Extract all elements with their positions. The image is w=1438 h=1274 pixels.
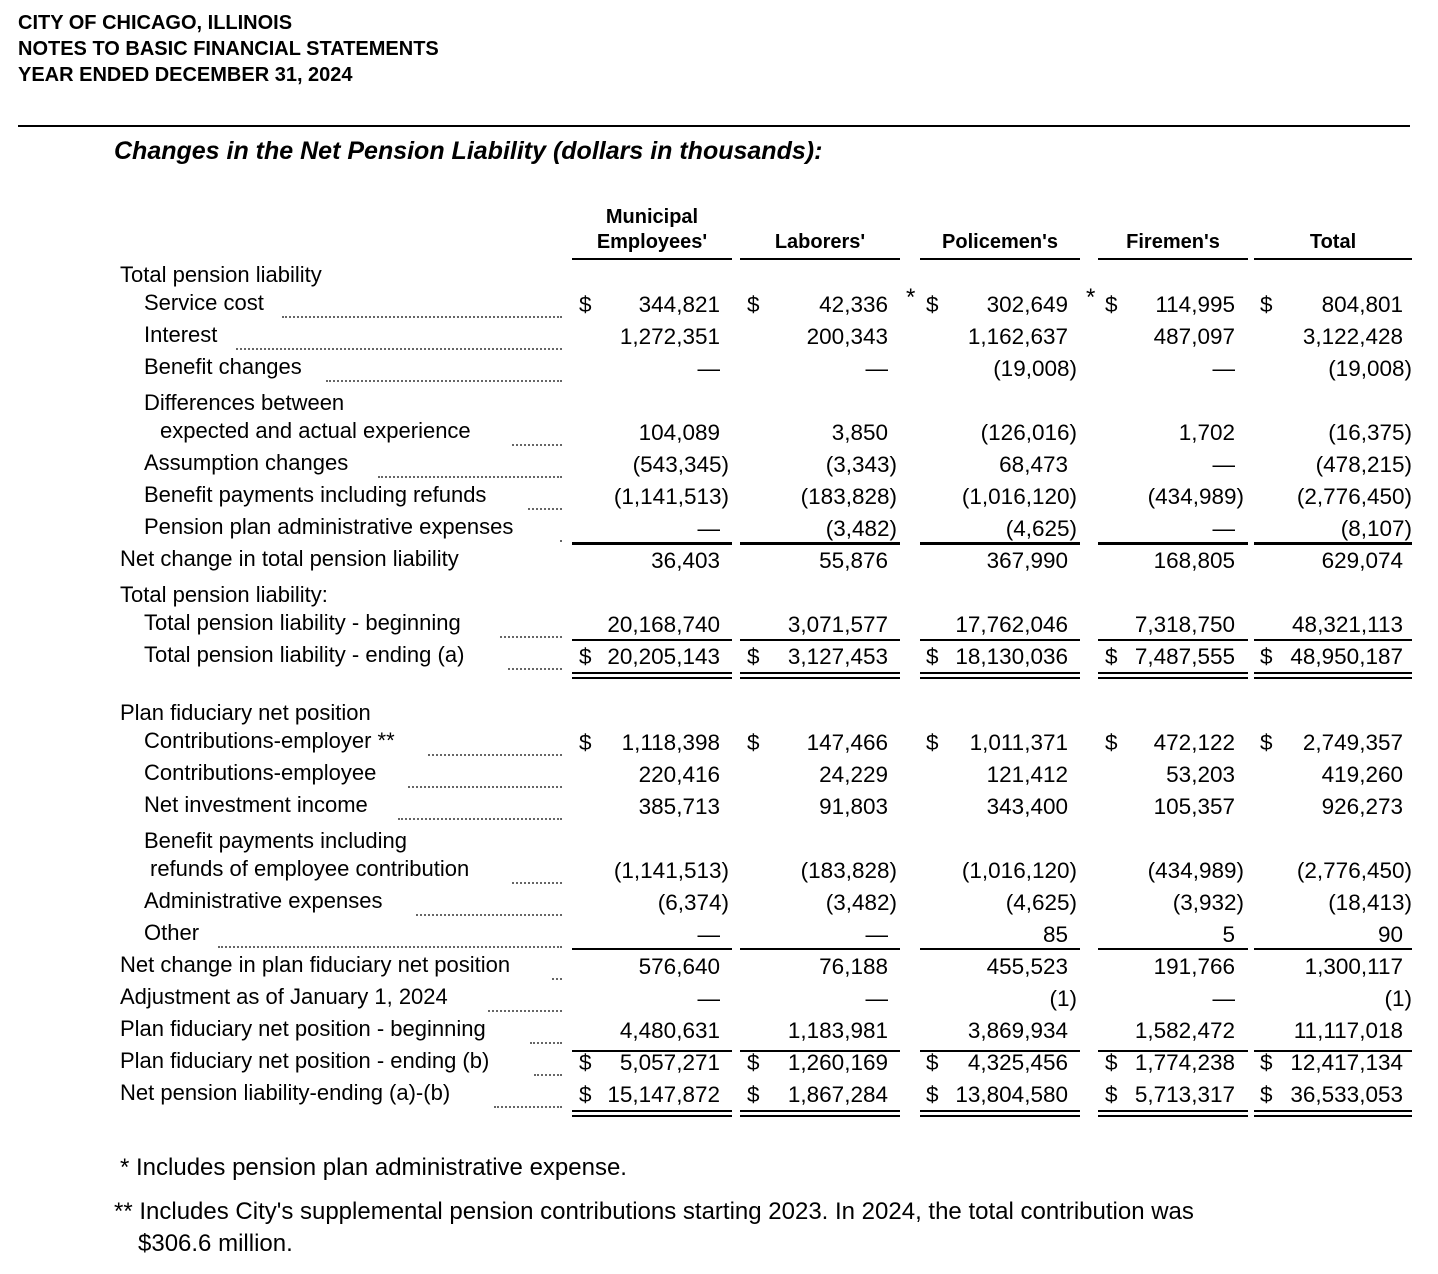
- table-cell: 168,805: [1153, 548, 1235, 573]
- column-underline: [740, 258, 900, 260]
- table-cell: 90: [1377, 922, 1403, 947]
- column-header-municipal-line2: Employees': [596, 231, 708, 253]
- dollar-sign: $: [579, 292, 592, 317]
- row-label: expected and actual experience: [160, 418, 471, 443]
- table-cell: 15,147,872: [607, 1082, 720, 1107]
- table-cell: 385,713: [638, 794, 720, 819]
- cell-underline: [740, 639, 900, 641]
- dollar-sign: $: [747, 730, 760, 755]
- table-cell: (2,776,450): [1296, 484, 1412, 509]
- dollar-sign: $: [579, 730, 592, 755]
- dollar-sign: $: [1105, 644, 1118, 669]
- dollar-sign: $: [1105, 1050, 1118, 1075]
- cell-underline: [920, 639, 1080, 641]
- table-cell: 20,168,740: [607, 612, 720, 637]
- cell-underline: [572, 639, 732, 641]
- row-label: Contributions-employee: [144, 760, 377, 785]
- table-cell: (1,016,120): [961, 484, 1077, 509]
- table-cell: 53,203: [1166, 762, 1235, 787]
- table-cell: (19,008): [993, 356, 1077, 381]
- table-cell: (3,932): [1172, 890, 1244, 915]
- row-label: Total pension liability - beginning: [144, 610, 461, 635]
- row-label: Total pension liability - ending (a): [144, 642, 465, 667]
- table-cell: 1,260,169: [787, 1050, 888, 1075]
- row-label: Benefit payments including refunds: [144, 482, 487, 507]
- cell-double-underline: [920, 677, 1080, 679]
- dollar-sign: $: [1260, 730, 1273, 755]
- section-plan-fiduciary-net-position: Plan fiduciary net position: [120, 700, 371, 725]
- table-cell: 11,117,018: [1293, 1018, 1403, 1043]
- dollar-sign: $: [747, 1082, 760, 1107]
- cell-underline: [740, 1050, 900, 1052]
- cell-underline: [572, 543, 732, 545]
- table-cell: 147,466: [806, 730, 888, 755]
- cell-double-underline: [740, 1115, 900, 1117]
- row-label: Net investment income: [144, 792, 368, 817]
- cell-double-underline: [572, 672, 732, 674]
- column-header-laborers: Laborers': [774, 231, 866, 253]
- page-title: Changes in the Net Pension Liability (dollars in thousands):: [114, 137, 823, 165]
- table-cell: (1,016,120): [961, 858, 1077, 883]
- table-cell: —: [865, 922, 888, 947]
- table-cell: (1,141,513): [613, 858, 729, 883]
- table-cell: 1,011,371: [969, 730, 1068, 755]
- table-cell: (434,989): [1147, 484, 1244, 509]
- label-benefit-payments-including: Benefit payments including: [144, 828, 407, 853]
- cell-underline: [1098, 639, 1248, 641]
- cell-double-underline: [920, 672, 1080, 674]
- cell-double-underline: [740, 677, 900, 679]
- table-cell: 91,803: [819, 794, 888, 819]
- dollar-sign: $: [1260, 644, 1273, 669]
- row-label: Assumption changes: [144, 450, 349, 475]
- table-cell: 24,229: [819, 762, 888, 787]
- cell-underline: [1254, 948, 1412, 950]
- cell-underline: [572, 948, 732, 950]
- table-cell: —: [865, 356, 888, 381]
- column-underline: [572, 258, 732, 260]
- table-cell: (6,374): [657, 890, 729, 915]
- dollar-sign: $: [747, 1050, 760, 1075]
- table-cell: 191,766: [1153, 954, 1235, 979]
- row-label: Service cost: [144, 290, 264, 315]
- table-cell: 55,876: [819, 548, 888, 573]
- table-cell: 2,749,357: [1302, 730, 1403, 755]
- table-cell: 926,273: [1321, 794, 1403, 819]
- table-cell: —: [1212, 986, 1235, 1011]
- table-cell: 344,821: [638, 292, 720, 317]
- header-line-2: NOTES TO BASIC FINANCIAL STATEMENTS: [18, 38, 439, 60]
- table-cell: 42,336: [819, 292, 888, 317]
- row-label: Plan fiduciary net position - beginning: [120, 1016, 486, 1041]
- table-cell: 629,074: [1321, 548, 1403, 573]
- row-label: Net change in total pension liability: [120, 546, 459, 571]
- cell-underline: [1254, 543, 1412, 545]
- table-cell: 3,869,934: [967, 1018, 1068, 1043]
- table-cell: 104,089: [638, 420, 720, 445]
- dollar-sign: $: [1260, 1082, 1273, 1107]
- table-cell: 121,412: [986, 762, 1068, 787]
- section-total-pension-liability-colon: Total pension liability:: [120, 582, 328, 607]
- table-cell: 1,162,637: [967, 324, 1068, 349]
- cell-double-underline: [572, 677, 732, 679]
- table-cell: 3,122,428: [1302, 324, 1403, 349]
- cell-underline: [920, 1050, 1080, 1052]
- cell-double-underline: [920, 1115, 1080, 1117]
- cell-underline: [1098, 948, 1248, 950]
- row-label: Plan fiduciary net position - ending (b): [120, 1048, 490, 1073]
- table-cell: 20,205,143: [607, 644, 720, 669]
- column-underline: [1254, 258, 1412, 260]
- table-cell: 576,640: [638, 954, 720, 979]
- table-cell: 487,097: [1153, 324, 1235, 349]
- section-total-pension-liability: Total pension liability: [120, 262, 322, 287]
- row-label: Adjustment as of January 1, 2024: [120, 984, 448, 1009]
- cell-double-underline: [1098, 1110, 1248, 1112]
- table-cell: (183,828): [800, 858, 897, 883]
- table-cell: —: [1212, 452, 1235, 477]
- table-cell: 419,260: [1321, 762, 1403, 787]
- table-cell: 85: [1042, 922, 1068, 947]
- table-cell: —: [1212, 356, 1235, 381]
- table-cell: (18,413): [1328, 890, 1412, 915]
- row-label: Pension plan administrative expenses: [144, 514, 514, 539]
- table-cell: 76,188: [819, 954, 888, 979]
- table-cell: 68,473: [999, 452, 1068, 477]
- row-label: Contributions-employer **: [144, 728, 395, 753]
- row-label: Benefit changes: [144, 354, 302, 379]
- cell-underline: [1254, 639, 1412, 641]
- dollar-sign: $: [1260, 292, 1273, 317]
- column-header-municipal-line1: Municipal: [605, 206, 699, 228]
- table-cell: (183,828): [800, 484, 897, 509]
- table-cell: 17,762,046: [955, 612, 1068, 637]
- column-underline: [1098, 258, 1248, 260]
- cell-double-underline: [1098, 672, 1248, 674]
- cell-double-underline: [572, 1110, 732, 1112]
- column-header-policemens: Policemen's: [942, 231, 1058, 253]
- cell-double-underline: [1254, 1110, 1412, 1112]
- table-cell: 3,071,577: [787, 612, 888, 637]
- cell-double-underline: [740, 1110, 900, 1112]
- table-cell: (543,345): [632, 452, 729, 477]
- table-cell: (1,141,513): [613, 484, 729, 509]
- table-cell: 455,523: [986, 954, 1068, 979]
- column-underline: [920, 258, 1080, 260]
- table-cell: 4,480,631: [619, 1018, 720, 1043]
- table-cell: 48,950,187: [1290, 644, 1403, 669]
- header-line-3: YEAR ENDED DECEMBER 31, 2024: [18, 64, 353, 86]
- cell-double-underline: [920, 1110, 1080, 1112]
- table-cell: (3,343): [825, 452, 897, 477]
- table-cell: 220,416: [638, 762, 720, 787]
- row-label: refunds of employee contribution: [150, 856, 470, 881]
- table-cell: —: [697, 356, 720, 381]
- table-cell: 1,867,284: [787, 1082, 888, 1107]
- table-cell: 1,774,238: [1134, 1050, 1235, 1075]
- dollar-sign: $: [926, 1082, 939, 1107]
- table-cell: 7,487,555: [1134, 644, 1235, 669]
- table-cell: —: [865, 986, 888, 1011]
- dollar-sign: $: [747, 292, 760, 317]
- cell-underline: [1098, 543, 1248, 545]
- dollar-sign: $: [1105, 730, 1118, 755]
- table-cell: —: [697, 922, 720, 947]
- table-cell: 4,325,456: [967, 1050, 1068, 1075]
- footnote-2-line-1: ** Includes City's supplemental pension contributions starting 2023. In 2024, the total contribution was: [114, 1198, 1194, 1225]
- table-cell: 1,272,351: [619, 324, 720, 349]
- cell-double-underline: [1098, 677, 1248, 679]
- asterisk-marker: *: [906, 284, 916, 311]
- table-cell: —: [1212, 516, 1235, 541]
- cell-underline: [740, 948, 900, 950]
- table-cell: 1,300,117: [1304, 954, 1403, 979]
- table-cell: (3,482): [825, 890, 897, 915]
- table-cell: —: [697, 986, 720, 1011]
- table-cell: (3,482): [825, 516, 897, 541]
- table-cell: 1,183,981: [787, 1018, 888, 1043]
- table-cell: 1,118,398: [621, 730, 720, 755]
- row-label: Net pension liability-ending (a)-(b): [120, 1080, 451, 1105]
- table-cell: (478,215): [1315, 452, 1412, 477]
- table-cell: 5,057,271: [619, 1050, 720, 1075]
- table-cell: 367,990: [986, 548, 1068, 573]
- table-cell: 3,850: [831, 420, 888, 445]
- table-cell: —: [697, 516, 720, 541]
- dollar-sign: $: [926, 1050, 939, 1075]
- table-cell: 13,804,580: [955, 1082, 1068, 1107]
- table-cell: (1): [1049, 986, 1077, 1011]
- table-cell: 200,343: [806, 324, 888, 349]
- dollar-sign: $: [926, 644, 939, 669]
- header-rule: [18, 125, 1410, 127]
- table-cell: 36,403: [651, 548, 720, 573]
- cell-double-underline: [740, 672, 900, 674]
- dollar-sign: $: [1260, 1050, 1273, 1075]
- dollar-sign: $: [579, 644, 592, 669]
- table-cell: 36,533,053: [1290, 1082, 1403, 1107]
- cell-double-underline: [1254, 677, 1412, 679]
- footnote-1: * Includes pension plan administrative expense.: [120, 1154, 627, 1181]
- cell-underline: [1254, 1050, 1412, 1052]
- table-cell: 343,400: [986, 794, 1068, 819]
- dollar-sign: $: [579, 1050, 592, 1075]
- table-cell: 5: [1222, 922, 1235, 947]
- label-differences-between: Differences between: [144, 390, 345, 415]
- table-cell: (19,008): [1328, 356, 1412, 381]
- table-cell: 114,995: [1155, 292, 1235, 317]
- table-cell: (4,625): [1005, 516, 1077, 541]
- leader-dots: [218, 944, 562, 948]
- dollar-sign: $: [747, 644, 760, 669]
- table-cell: 1,582,472: [1134, 1018, 1235, 1043]
- row-label: Interest: [144, 322, 218, 347]
- table-cell: (2,776,450): [1296, 858, 1412, 883]
- dollar-sign: $: [1105, 1082, 1118, 1107]
- dollar-sign: $: [926, 292, 939, 317]
- table-cell: 3,127,453: [787, 644, 888, 669]
- table-cell: 7,318,750: [1134, 612, 1235, 637]
- table-cell: 12,417,134: [1290, 1050, 1403, 1075]
- header-line-1: CITY OF CHICAGO, ILLINOIS: [18, 12, 293, 34]
- table-cell: 105,357: [1153, 794, 1235, 819]
- cell-underline: [920, 948, 1080, 950]
- table-cell: (126,016): [980, 420, 1077, 445]
- table-cell: 302,649: [986, 292, 1068, 317]
- column-header-municipal: [572, 205, 732, 255]
- cell-double-underline: [1098, 1115, 1248, 1117]
- row-label: Net change in plan fiduciary net position: [120, 952, 511, 977]
- dollar-sign: $: [579, 1082, 592, 1107]
- cell-double-underline: [1254, 672, 1412, 674]
- column-header-firemens: Firemen's: [1126, 231, 1220, 253]
- column-header-total: Total: [1309, 231, 1357, 253]
- table-cell: 1,702: [1178, 420, 1235, 445]
- row-label: Other: [144, 920, 200, 945]
- leader-dots: [236, 346, 562, 350]
- footnote-2-line-2: $306.6 million.: [138, 1230, 293, 1257]
- cell-underline: [572, 1050, 732, 1052]
- table-cell: (16,375): [1328, 420, 1412, 445]
- row-label: Administrative expenses: [144, 888, 383, 913]
- cell-double-underline: [572, 1115, 732, 1117]
- table-cell: (1): [1384, 986, 1412, 1011]
- dollar-sign: $: [1105, 292, 1118, 317]
- table-cell: 48,321,113: [1292, 612, 1403, 637]
- cell-underline: [740, 543, 900, 545]
- cell-double-underline: [1254, 1115, 1412, 1117]
- table-cell: 5,713,317: [1134, 1082, 1235, 1107]
- table-cell: (4,625): [1005, 890, 1077, 915]
- cell-underline: [1098, 1050, 1248, 1052]
- asterisk-marker: *: [1086, 284, 1096, 311]
- table-cell: 472,122: [1153, 730, 1235, 755]
- dollar-sign: $: [926, 730, 939, 755]
- table-cell: 18,130,036: [955, 644, 1068, 669]
- cell-underline: [920, 543, 1080, 545]
- table-cell: (434,989): [1147, 858, 1244, 883]
- table-cell: (8,107): [1340, 516, 1412, 541]
- table-cell: 804,801: [1321, 292, 1403, 317]
